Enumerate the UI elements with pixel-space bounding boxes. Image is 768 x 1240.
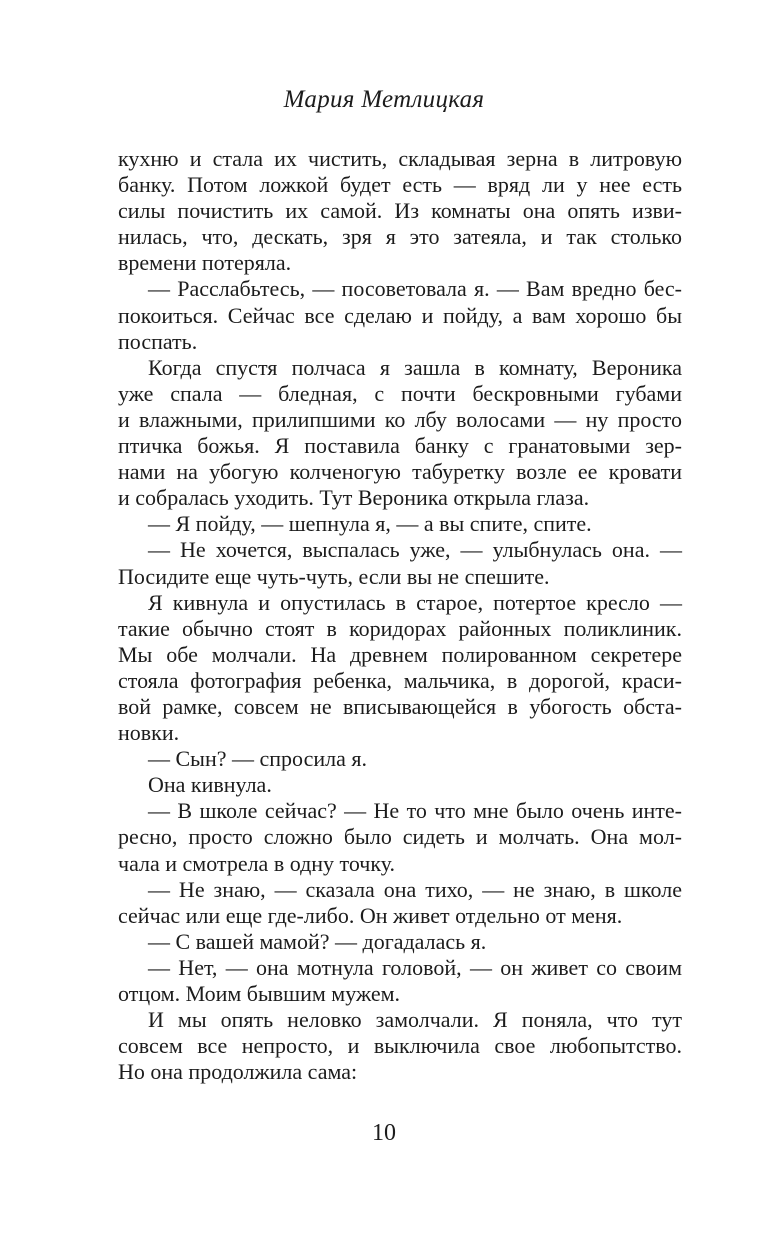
text-line: такие обычно стоят в коридорах районных поликлиник. xyxy=(118,615,682,641)
text-line: времени потеряла. xyxy=(118,250,292,276)
text-line: банку. Потом ложкой будет есть — вряд ли у нее есть xyxy=(118,172,682,198)
text-line: нами на убогую колченогую табуретку возле ее кровати xyxy=(118,459,682,485)
text-line: Когда спустя полчаса я зашла в комнату, Вероника xyxy=(148,354,682,380)
text-line: ресно, просто сложно было сидеть и молчать. Она мол- xyxy=(118,824,682,850)
text-line: стояла фотография ребенка, мальчика, в дорогой, краси- xyxy=(118,667,682,693)
text-line: Я кивнула и опустилась в старое, потертое кресло — xyxy=(148,589,682,615)
text-line: нилась, что, дескать, зря я это затеяла, и так столько xyxy=(118,224,682,250)
running-header-author: Мария Метлицкая xyxy=(283,86,485,113)
text-line: поспать. xyxy=(118,328,198,354)
text-line: покоиться. Сейчас все сделаю и пойду, а вам хорошо бы xyxy=(118,302,682,328)
text-line: силы почистить их самой. Из комнаты она опять изви- xyxy=(118,198,682,224)
page-number: 10 xyxy=(372,1120,396,1146)
text-line: — Не хочется, выспалась уже, — улыбнулась она. — xyxy=(148,537,682,563)
text-line: И мы опять неловко замолчали. Я поняла, что тут xyxy=(148,1007,682,1033)
text-line: чала и смотрела в одну точку. xyxy=(118,850,396,876)
body-text xyxy=(118,146,682,1085)
text-line: уже спала — бледная, с почти бескровными губами xyxy=(118,380,682,406)
text-line: — С вашей мамой? — догадалась я. xyxy=(148,928,487,954)
text-line: сейчас или еще где-либо. Он живет отдельно от меня. xyxy=(118,902,623,928)
text-line: — Сын? — спросила я. xyxy=(148,746,367,772)
text-line: и собралась уходить. Тут Вероника открыла глаза. xyxy=(118,485,590,511)
text-line: — Не знаю, — сказала она тихо, — не знаю, в школе xyxy=(148,876,682,902)
text-line: кухню и стала их чистить, складывая зерна в литровую xyxy=(118,146,682,171)
text-line: Посидите еще чуть-чуть, если вы не спешите. xyxy=(118,563,550,589)
text-line: — В школе сейчас? — Не то что мне было очень инте- xyxy=(148,798,682,824)
text-line: — Я пойду, — шепнула я, — а вы спите, спите. xyxy=(148,511,592,537)
text-line: птичка божья. Я поставила банку с гранатовыми зер- xyxy=(118,433,682,459)
text-line: — Нет, — она мотнула головой, — он живет со своим xyxy=(148,954,682,980)
text-line: новки. xyxy=(118,720,180,746)
text-line: отцом. Моим бывшим мужем. xyxy=(118,981,401,1006)
text-line: Мы обе молчали. На древнем полированном секретере xyxy=(118,641,682,667)
text-line: Но она продолжила сама: xyxy=(118,1059,358,1085)
text-line: совсем все непросто, и выключила свое любопытство. xyxy=(118,1033,682,1059)
text-line: Она кивнула. xyxy=(148,772,272,798)
text-line: — Расслабьтесь, — посоветовала я. — Вам вредно бес- xyxy=(148,276,682,302)
text-line: вой рамке, совсем не вписывающейся в убогость обста- xyxy=(118,693,682,719)
text-line: и влажными, прилипшими ко лбу волосами — ну просто xyxy=(118,406,682,432)
